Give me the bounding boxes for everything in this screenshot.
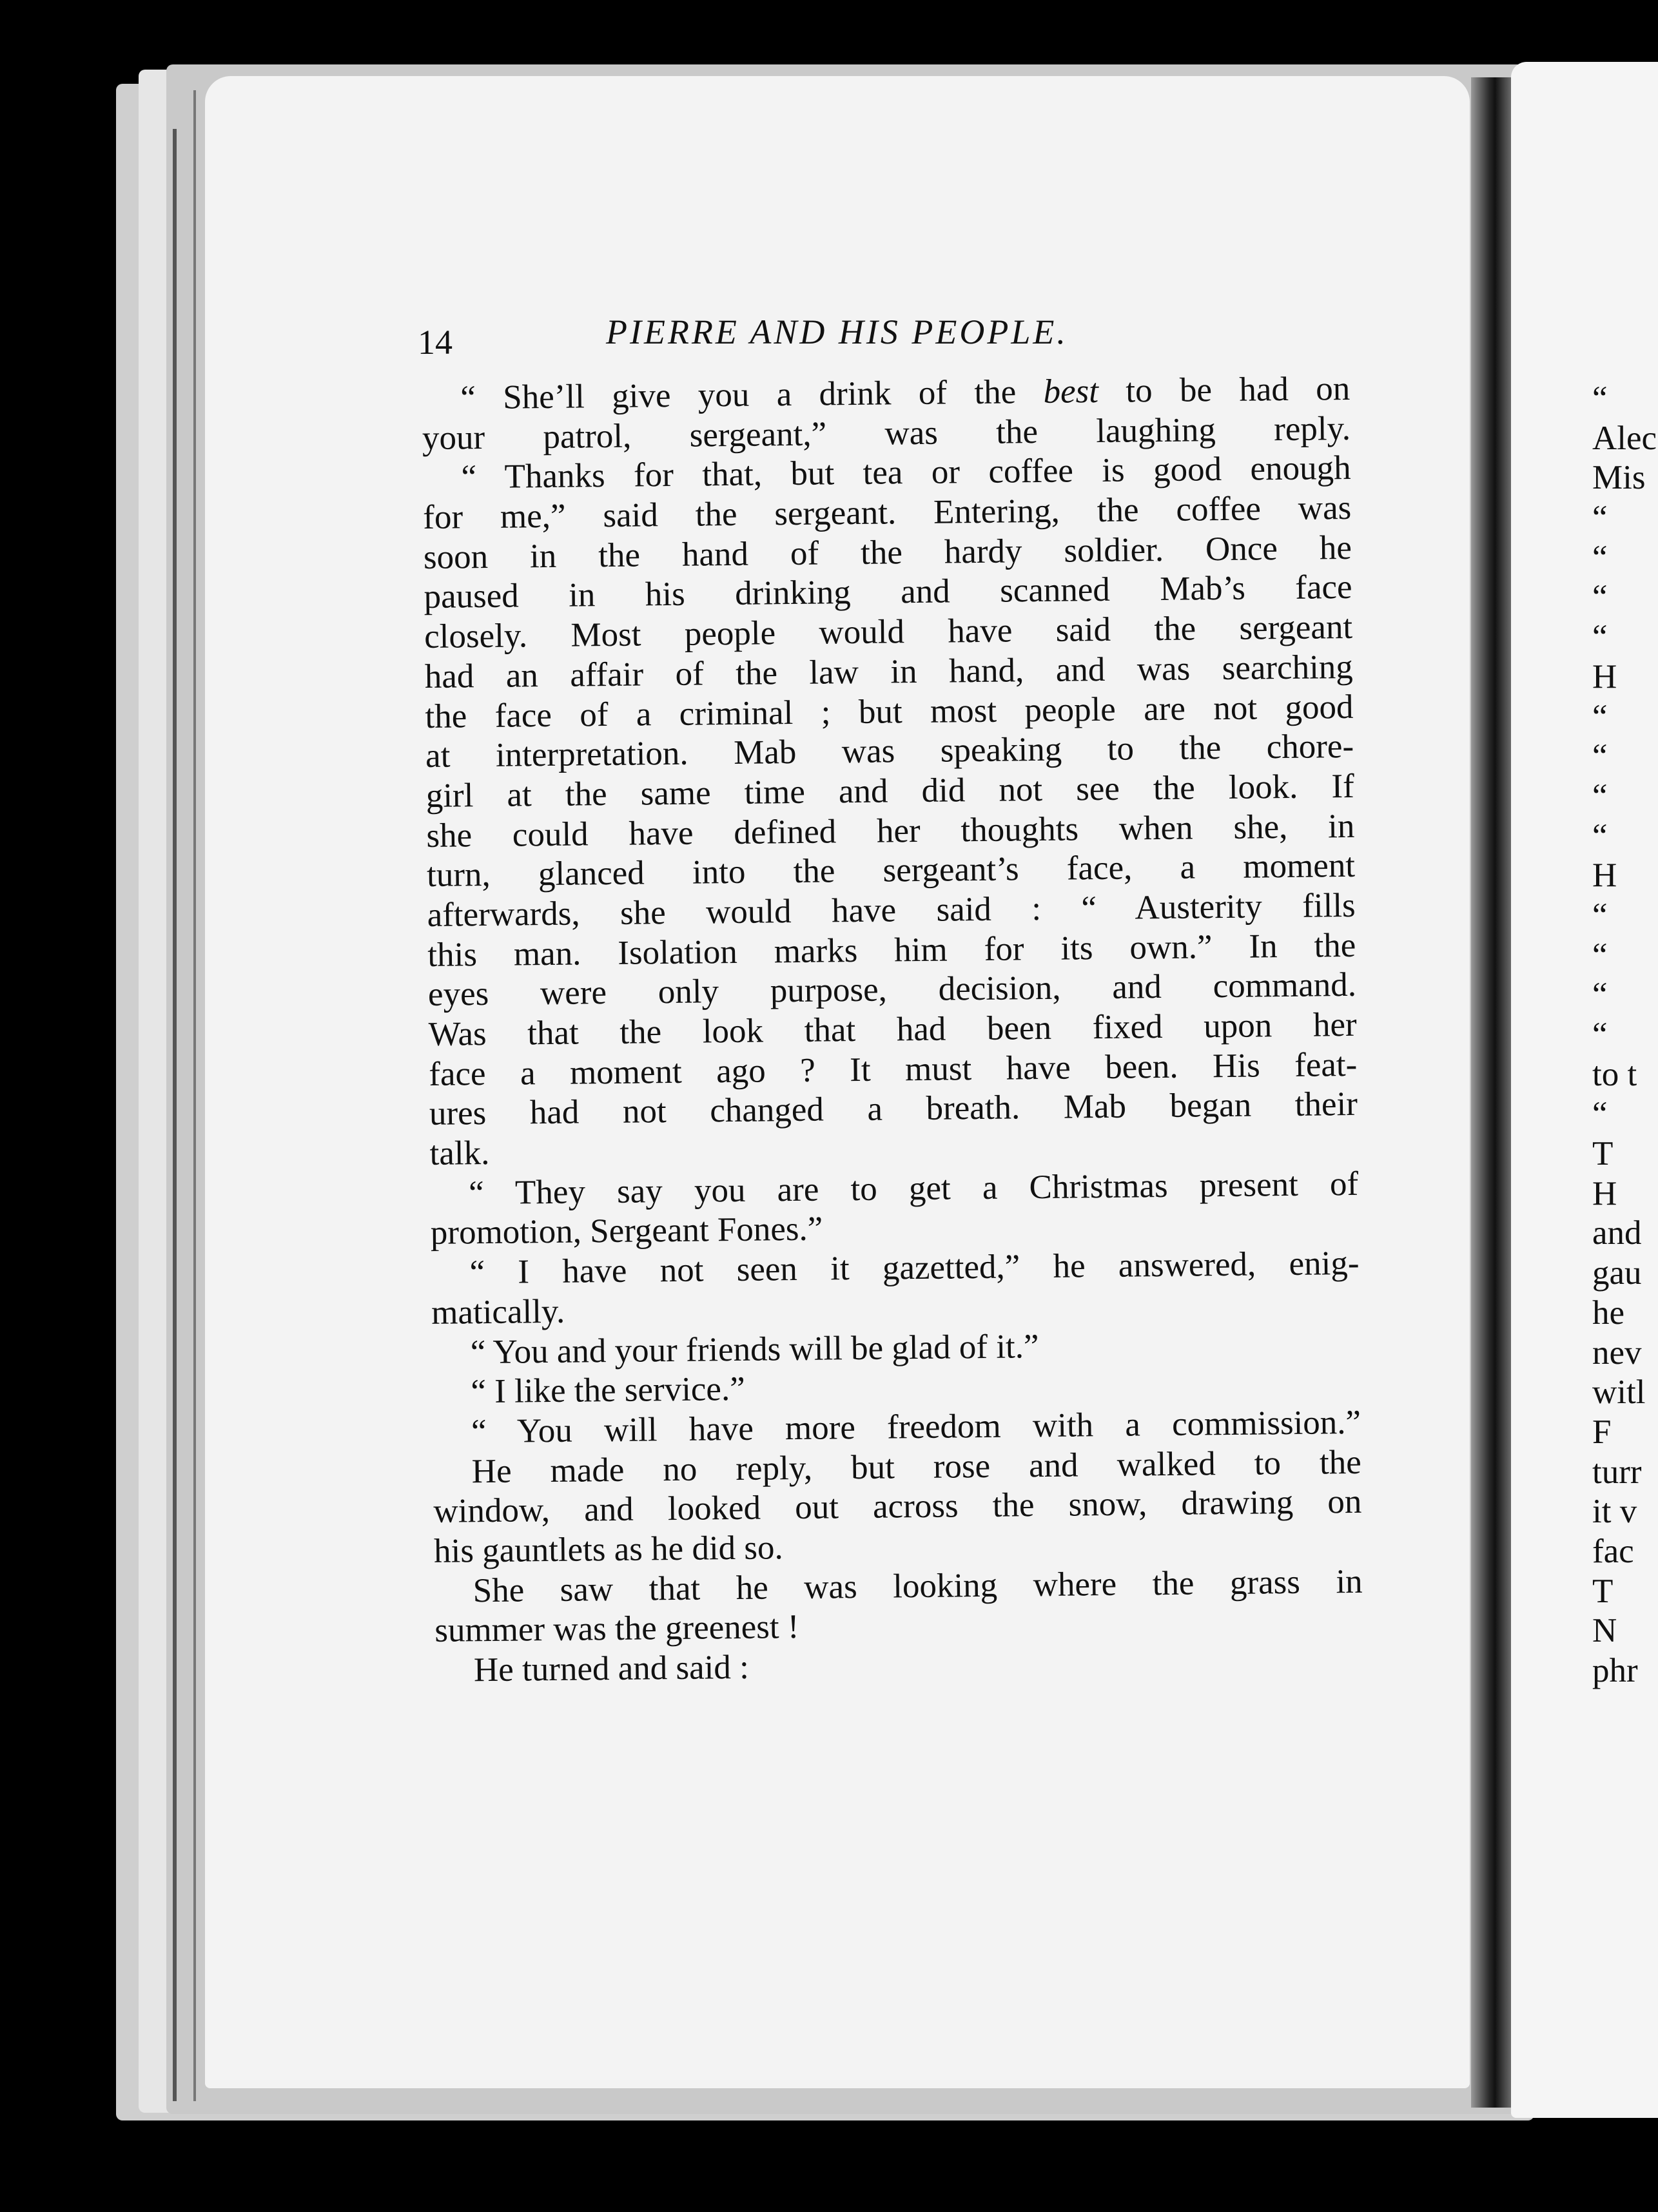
facing-line-fragment: “	[1592, 538, 1608, 576]
text-line: She saw that he was looking where the grass in	[473, 1562, 1363, 1609]
text-line: Was that the look that had been fixed upon her	[428, 1005, 1357, 1053]
text-line: window, and looked out across the snow, drawing on	[433, 1483, 1362, 1531]
facing-line-fragment: he	[1592, 1294, 1625, 1332]
page-edge-shadow	[173, 129, 177, 2101]
text-line: promotion, Sergeant Fones.”	[430, 1210, 823, 1252]
facing-line-fragment: “	[1592, 936, 1608, 974]
facing-page-text	[1592, 379, 1658, 1691]
text-line: at interpretation. Mab was speaking to the chore-	[425, 728, 1354, 775]
facing-line-fragment: nev	[1592, 1334, 1642, 1372]
facing-line-fragment: H	[1592, 657, 1617, 695]
facing-line-fragment: to t	[1592, 1055, 1637, 1093]
facing-line-fragment: Mis	[1592, 459, 1646, 497]
facing-line-fragment: turr	[1592, 1453, 1642, 1491]
facing-line-fragment: T	[1592, 1572, 1614, 1610]
body-text	[422, 369, 1363, 1691]
book-gutter	[1471, 77, 1511, 2108]
facing-line-fragment: “	[1592, 777, 1608, 815]
facing-line-fragment: gau	[1592, 1254, 1642, 1292]
page-number: 14	[418, 323, 453, 362]
text-line: talk.	[429, 1134, 490, 1172]
text-line: “ They say you are to get a Christmas present of	[468, 1165, 1359, 1212]
text-line: his gauntlets as he did so.	[433, 1529, 784, 1570]
facing-line-fragment: N	[1592, 1612, 1617, 1650]
page-edge-shadow	[193, 90, 196, 2101]
facing-line-fragment: phr	[1592, 1652, 1638, 1689]
text-line: “ You will have more freedom with a commission.”	[471, 1403, 1361, 1451]
text-line: paused in his drinking and scanned Mab’s face	[424, 568, 1352, 616]
text-line: the face of a criminal ; but most people are not good	[425, 688, 1354, 735]
facing-line-fragment: “	[1592, 499, 1608, 537]
text-line: soon in the hand of the hardy soldier. Once he	[423, 529, 1352, 576]
text-line: ures had not changed a breath. Mab began their	[429, 1085, 1358, 1133]
facing-line-fragment: F	[1592, 1413, 1612, 1451]
text-line: matically.	[431, 1292, 565, 1332]
facing-line-fragment: H	[1592, 1174, 1617, 1212]
facing-line-fragment: “	[1592, 380, 1608, 417]
text-line: had an affair of the law in hand, and was searching	[424, 648, 1354, 695]
facing-line-fragment: “	[1592, 896, 1608, 934]
running-head: PIERRE AND HIS PEOPLE.	[606, 313, 1068, 351]
facing-line-fragment: “	[1592, 618, 1608, 656]
facing-line-fragment: Alec	[1592, 419, 1657, 457]
text-run: “ She’ll give you a drink of the	[460, 373, 1044, 417]
text-run: to be had on	[1098, 369, 1351, 411]
text-line: for me,” said the sergeant. Entering, the coffee was	[422, 489, 1352, 537]
text-line: afterwards, she would have said : “ Austerity fills	[427, 886, 1356, 934]
facing-line-fragment: “	[1592, 817, 1608, 855]
text-line: eyes were only purpose, decision, and command.	[427, 966, 1357, 1014]
text-line: turn, glanced into the sergeant’s face, a moment	[426, 847, 1356, 895]
facing-line-fragment: and	[1592, 1214, 1642, 1252]
text-line: “ I like the service.”	[471, 1370, 745, 1411]
text-line: closely. Most people would have said the sergeant	[424, 608, 1353, 656]
text-line: “ I have not seen it gazetted,” he answered, enig-	[469, 1244, 1360, 1292]
facing-line-fragment: it v	[1592, 1493, 1637, 1531]
text-line: He turned and said :	[473, 1648, 750, 1689]
italic-word: best	[1043, 373, 1099, 411]
text-line: your patrol, sergeant,” was the laughing reply.	[422, 409, 1351, 457]
text-line: girl at the same time and did not see the look. If	[425, 767, 1354, 815]
facing-line-fragment: “	[1592, 578, 1608, 616]
facing-line-fragment: witl	[1592, 1373, 1646, 1412]
text-line: “ Thanks for that, but tea or coffee is good enough	[461, 449, 1351, 496]
facing-line-fragment: T	[1592, 1135, 1614, 1173]
text-line: she could have defined her thoughts when she, in	[426, 807, 1355, 855]
text-line: “ You and your friends will be glad of it.”	[470, 1327, 1039, 1371]
facing-line-fragment: fac	[1592, 1532, 1634, 1570]
text-line: this man. Isolation marks him for its own.” In the	[427, 926, 1356, 974]
facing-line-fragment: “	[1592, 1095, 1608, 1133]
text-line: face a moment ago ? It must have been. His feat-	[428, 1045, 1358, 1093]
facing-line-fragment: “	[1592, 976, 1608, 1014]
facing-line-fragment: “	[1592, 737, 1608, 775]
text-line: He made no reply, but rose and walked to the	[471, 1443, 1361, 1490]
facing-line-fragment: “	[1592, 697, 1608, 735]
facing-line-fragment: H	[1592, 857, 1617, 895]
facing-line-fragment: “	[1592, 1016, 1608, 1053]
text-line: summer was the greenest !	[434, 1608, 799, 1650]
